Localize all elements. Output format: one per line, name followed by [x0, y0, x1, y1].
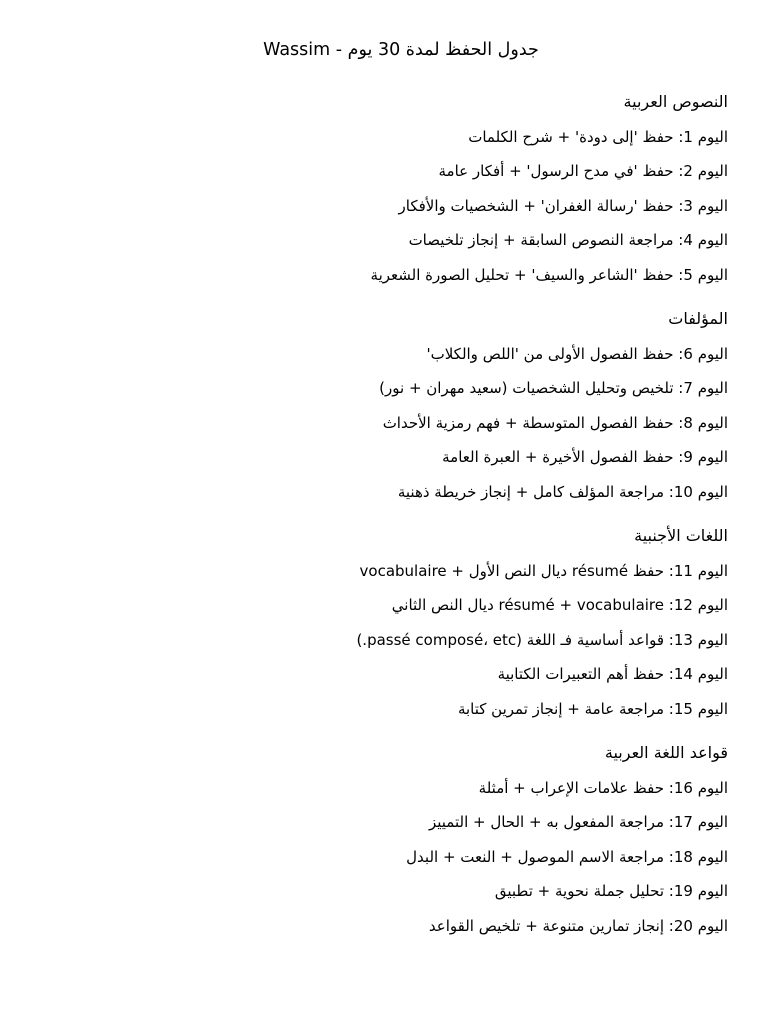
day-item: اليوم 1: حفظ 'إلى دودة' + شرح الكلمات [468, 127, 728, 146]
section-works [28, 308, 728, 515]
day-item: اليوم 19: تحليل جملة نحوية + تطبيق [494, 882, 728, 900]
day-item: اليوم 8: حفظ الفصول المتوسطة + فهم رمزية الأحداث [382, 413, 728, 432]
section-foreign-languages [28, 525, 728, 732]
day-item: اليوم 12: résumé + vocabulaire ديال النص الثاني [391, 596, 728, 614]
section-heading: قواعد اللغة العربية [604, 743, 728, 762]
day-item: اليوم 10: مراجعة المؤلف كامل + إنجاز خريطة ذهنية [397, 482, 728, 501]
day-item: اليوم 3: حفظ 'رسالة الغفران' + الشخصيات والأفكار [398, 196, 728, 215]
day-item: اليوم 6: حفظ الفصول الأولى من 'اللص والكلاب' [426, 344, 728, 363]
section-arabic-grammar [28, 742, 728, 949]
day-item: اليوم 18: مراجعة الاسم الموصول + النعت + البدل [406, 847, 728, 866]
day-item: اليوم 17: مراجعة المفعول به + الحال + التمييز [428, 813, 728, 831]
day-item: اليوم 5: حفظ 'الشاعر والسيف' + تحليل الصورة الشعرية [370, 265, 728, 284]
day-item: اليوم 13: قواعد أساسية فـ اللغة (passé composé، etc.) [356, 630, 728, 649]
day-item: اليوم 11: حفظ résumé ديال النص الأول + vocabulaire [359, 561, 728, 580]
section-arabic-texts [28, 91, 728, 298]
day-item: اليوم 2: حفظ 'في مدح الرسول' + أفكار عامة [438, 162, 728, 180]
section-heading: اللغات الأجنبية [634, 526, 728, 545]
day-item: اليوم 20: إنجاز تمارين متنوعة + تلخيص القواعد [428, 916, 728, 935]
day-item: اليوم 16: حفظ علامات الإعراب + أمثلة [478, 778, 728, 797]
section-heading: المؤلفات [668, 309, 728, 328]
document-title: جدول الحفظ لمدة 30 يوم - Wassim [263, 40, 539, 60]
day-item: اليوم 14: حفظ أهم التعبيرات الكتابية [497, 665, 728, 683]
day-item: اليوم 9: حفظ الفصول الأخيرة + العبرة العامة [442, 448, 728, 466]
day-item: اليوم 15: مراجعة عامة + إنجاز تمرين كتابة [457, 699, 728, 718]
day-item: اليوم 7: تلخيص وتحليل الشخصيات (سعيد مهران + نور) [379, 379, 728, 397]
day-item: اليوم 4: مراجعة النصوص السابقة + إنجاز تلخيصات [408, 231, 728, 249]
section-heading: النصوص العربية [623, 92, 728, 111]
